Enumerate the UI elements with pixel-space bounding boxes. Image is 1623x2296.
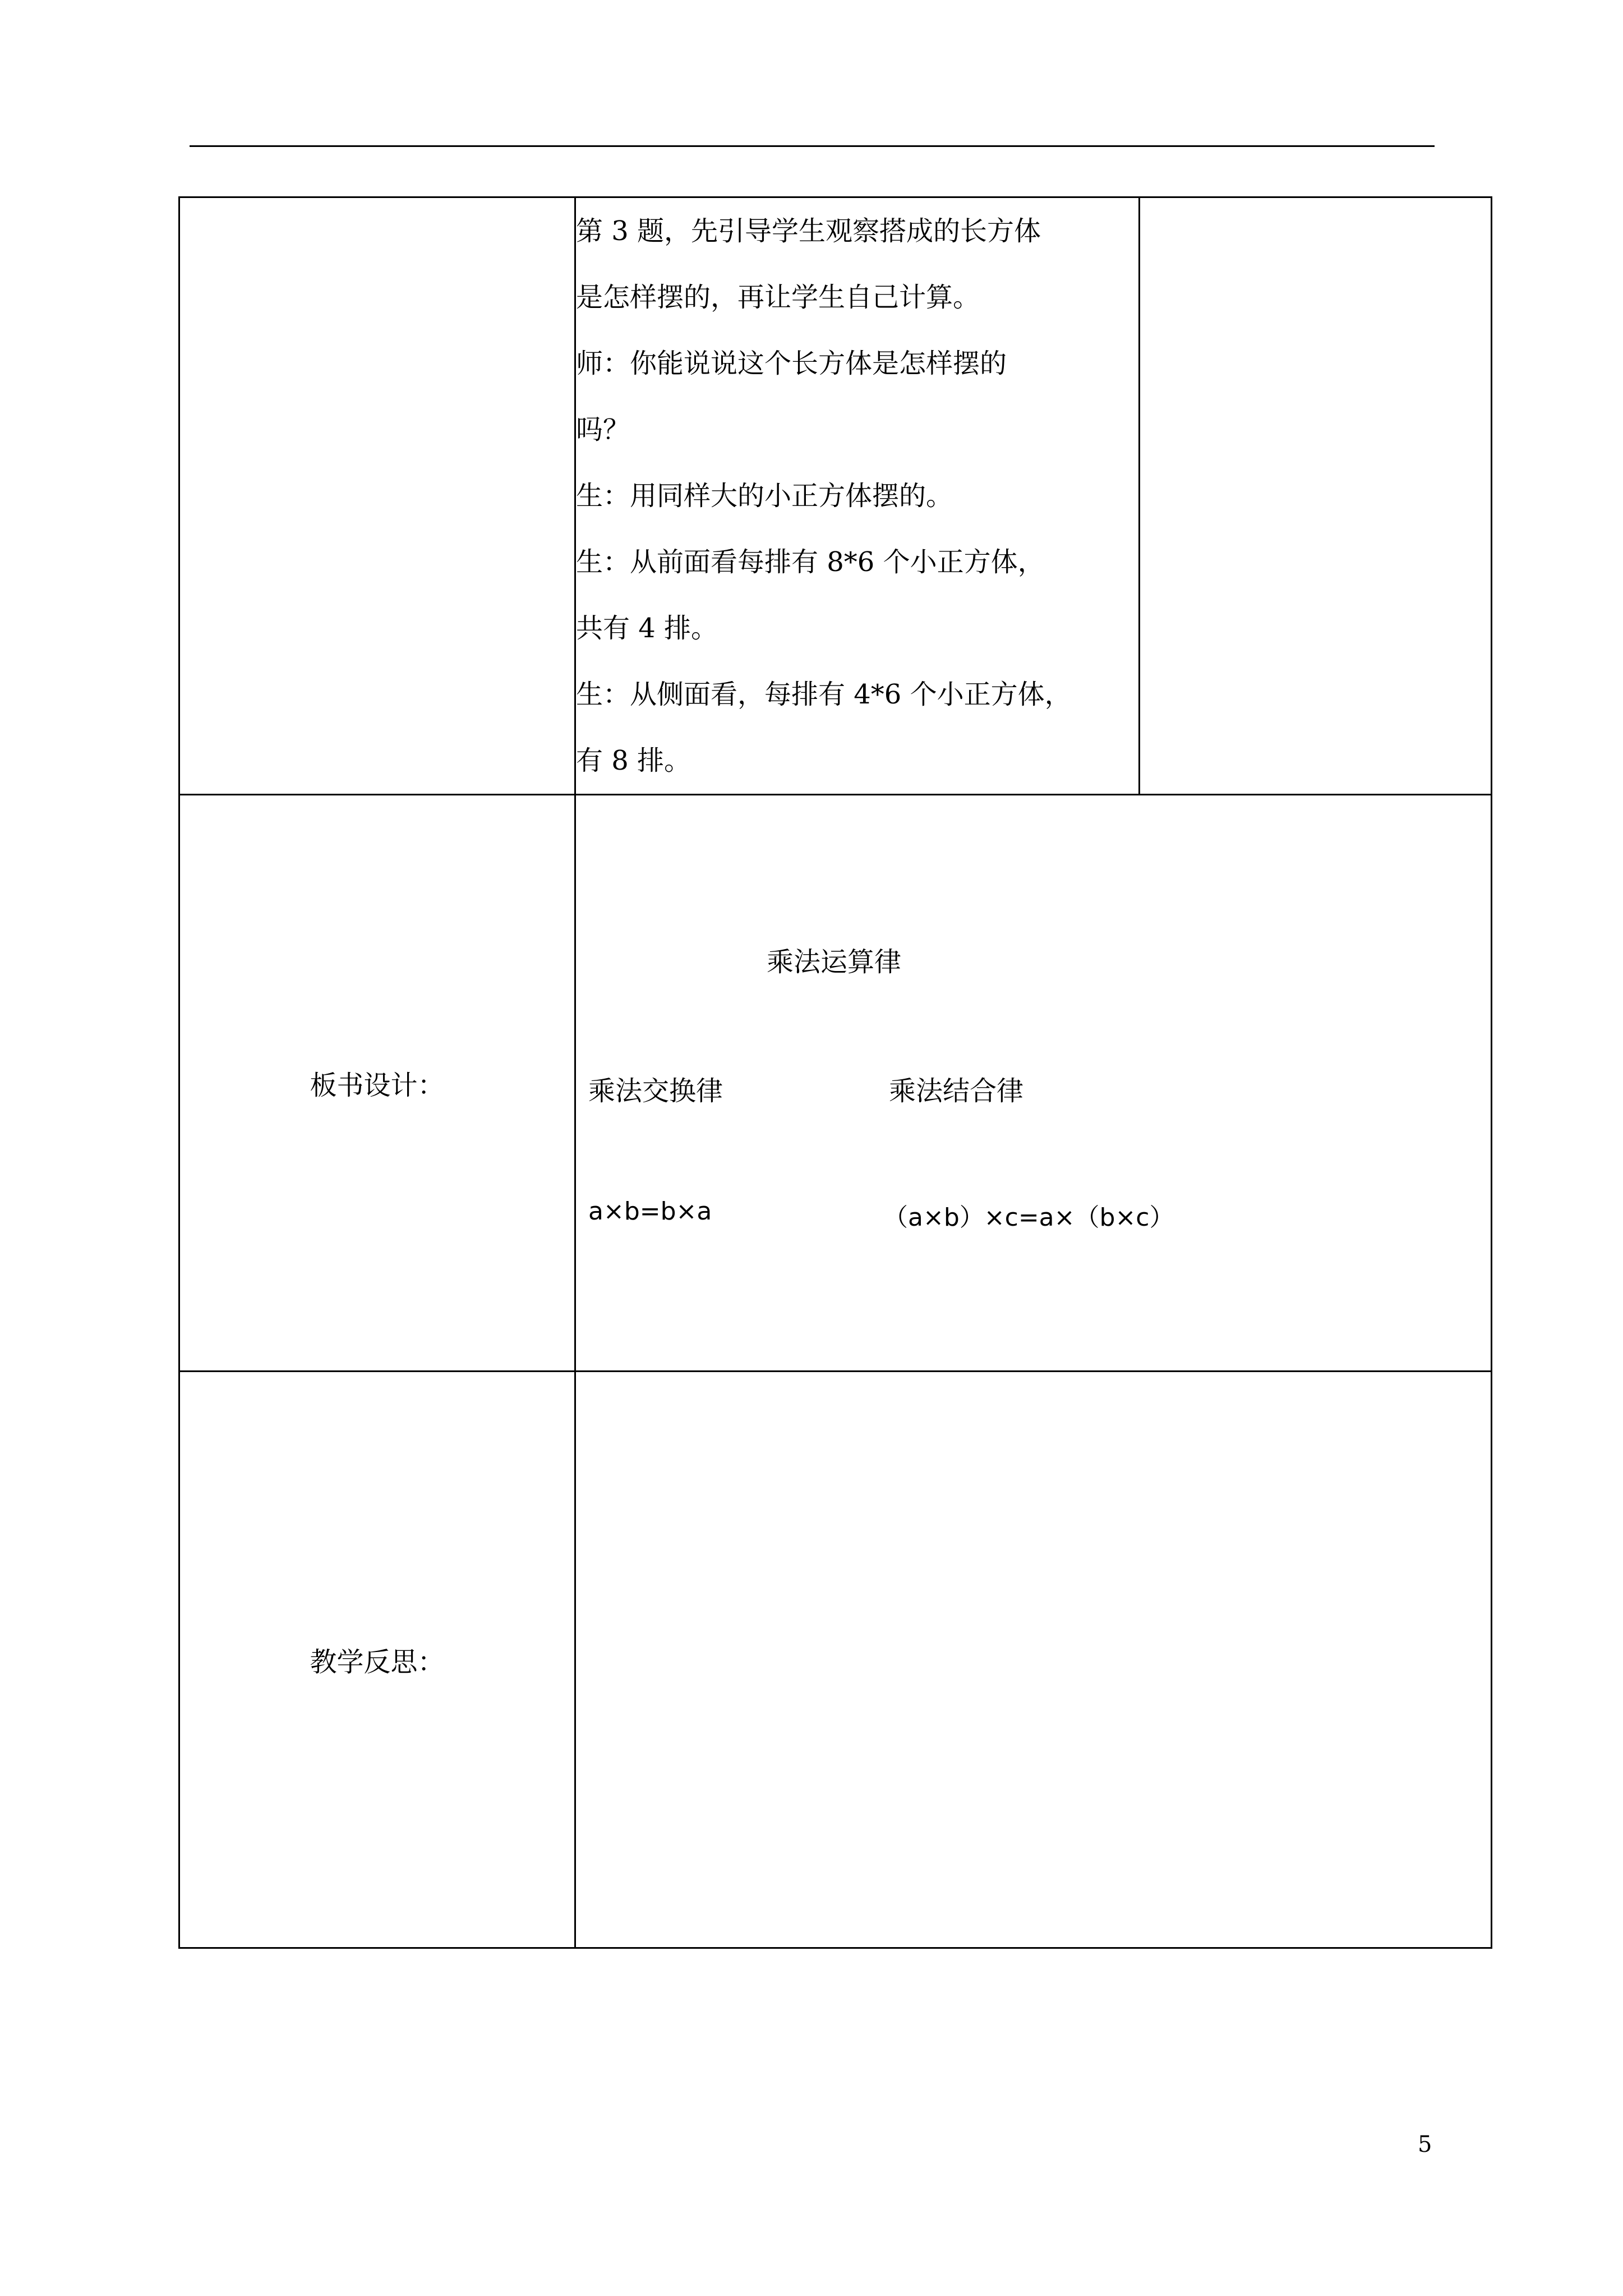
process-line: 是怎样摆的，再让学生自己计算。	[576, 282, 980, 313]
process-line: 有 8 排。	[576, 745, 691, 776]
board-design-label: 板书设计：	[179, 795, 575, 1372]
reflection-row	[179, 1372, 1492, 1948]
teaching-process-row	[179, 197, 1492, 795]
lesson-plan-table	[178, 196, 1492, 1949]
board-design-row	[179, 795, 1492, 1372]
commutative-law-name: 乘法交换律	[588, 1075, 723, 1107]
process-line: 共有 4 排。	[576, 613, 718, 644]
header-rule	[190, 145, 1435, 147]
commutative-law-formula: a×b=b×a	[588, 1197, 712, 1226]
associative-law-formula: （a×b）×c=a×（b×c）	[883, 1203, 1174, 1232]
process-line: 生：用同样大的小正方体摆的。	[576, 480, 953, 512]
row1-notes-cell	[1140, 197, 1492, 795]
board-title: 乘法运算律	[767, 946, 902, 978]
associative-law-name: 乘法结合律	[889, 1075, 1024, 1107]
page-number: 5	[1418, 2132, 1432, 2157]
teaching-process-cell	[575, 197, 1140, 795]
board-design-cell	[575, 795, 1492, 1372]
reflection-label: 教学反思：	[179, 1372, 575, 1948]
process-line: 生：从侧面看，每排有 4*6 个小正方体，	[576, 679, 1072, 710]
process-line: 吗？	[576, 414, 630, 445]
process-line: 师：你能说说这个长方体是怎样摆的	[576, 348, 1007, 379]
process-line: 第 3 题，先引导学生观察搭成的长方体	[576, 215, 1041, 247]
process-line: 生：从前面看每排有 8*6 个小正方体，	[576, 546, 1045, 578]
reflection-cell	[575, 1372, 1492, 1948]
